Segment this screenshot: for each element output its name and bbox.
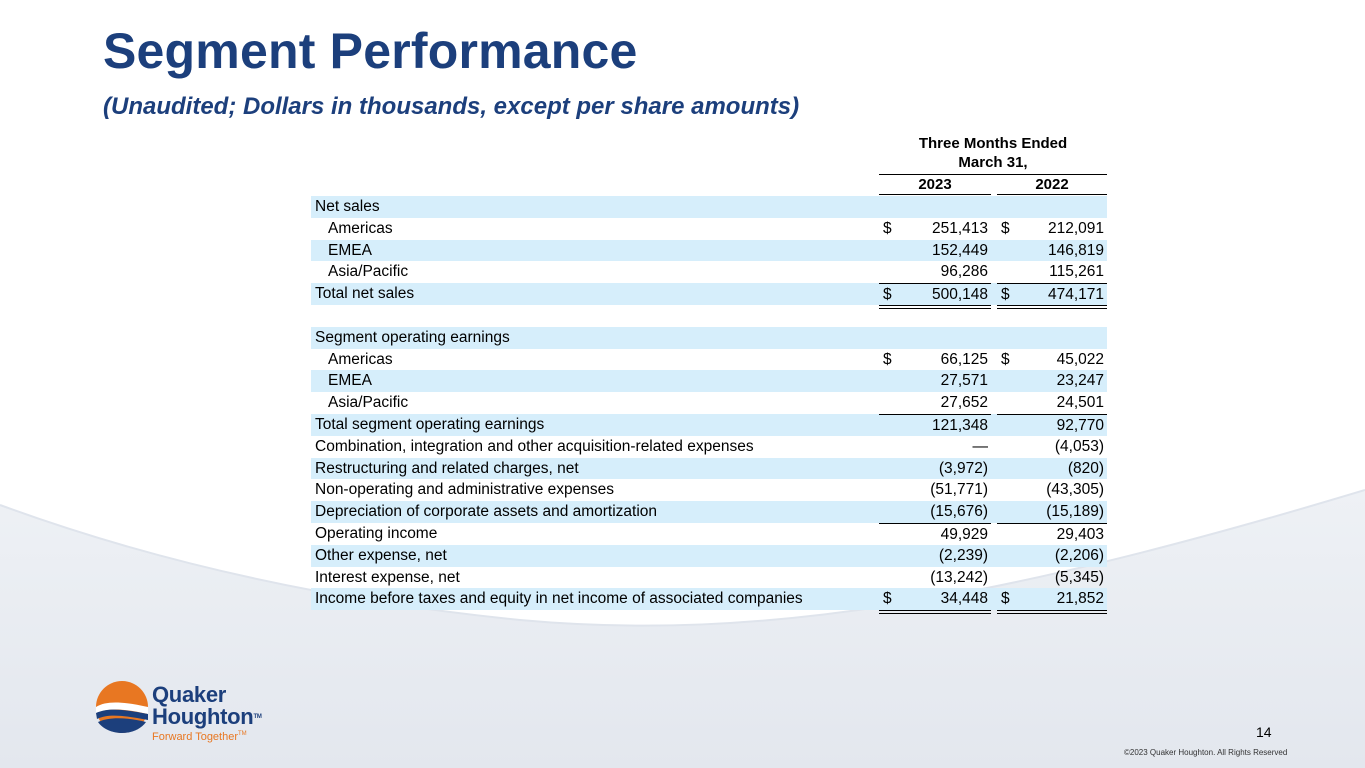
dollar-sign: $ xyxy=(1001,590,1010,608)
value-2022 xyxy=(997,588,1107,610)
row-label: Income before taxes and equity in net income of associated companies xyxy=(315,590,803,608)
value-2022 xyxy=(997,436,1107,458)
cell-value: 45,022 xyxy=(1056,350,1104,368)
cell-value: (13,242) xyxy=(930,568,988,586)
dollar-sign: $ xyxy=(883,286,892,304)
value-2022 xyxy=(997,327,1107,349)
row-label: Restructuring and related charges, net xyxy=(315,459,579,477)
value-2023 xyxy=(879,240,991,262)
value-2022 xyxy=(997,283,1107,305)
row-label: Depreciation of corporate assets and amortization xyxy=(315,503,658,521)
row-label: EMEA xyxy=(328,372,372,390)
value-2023 xyxy=(879,523,991,545)
table-row xyxy=(311,196,1107,218)
table-row xyxy=(311,567,1107,589)
value-2023 xyxy=(879,588,991,610)
cell-value: — xyxy=(972,437,988,455)
cell-value: (3,972) xyxy=(938,459,988,477)
cell-value: 152,449 xyxy=(931,241,988,259)
cell-value: (43,305) xyxy=(1046,481,1104,499)
cell-value: (5,345) xyxy=(1054,568,1104,586)
cell-value: 121,348 xyxy=(931,416,988,434)
trademark-symbol: TM xyxy=(253,714,262,720)
cell-value: (820) xyxy=(1067,459,1104,477)
value-2023 xyxy=(879,545,991,567)
cell-value: 500,148 xyxy=(931,286,988,304)
row-label: Total net sales xyxy=(315,285,415,303)
cell-value: 27,652 xyxy=(940,394,988,412)
value-2022 xyxy=(997,218,1107,240)
value-2023 xyxy=(879,283,991,305)
row-label: Asia/Pacific xyxy=(328,263,409,281)
logo-wordmark-line1: Quaker xyxy=(152,682,227,707)
value-2023 xyxy=(879,349,991,371)
cell-value: (51,771) xyxy=(930,481,988,499)
value-2023 xyxy=(879,327,991,349)
row-label: Americas xyxy=(328,350,393,368)
dollar-sign: $ xyxy=(1001,350,1010,368)
cell-value: 474,171 xyxy=(1047,286,1104,304)
year-rule-2022 xyxy=(997,194,1107,195)
cell-value: (2,206) xyxy=(1054,546,1104,564)
value-2023 xyxy=(879,370,991,392)
value-2023 xyxy=(879,414,991,436)
cell-value: 23,247 xyxy=(1056,372,1104,390)
table-row xyxy=(311,218,1107,240)
table-row xyxy=(311,523,1107,545)
table-row xyxy=(311,436,1107,458)
dollar-sign: $ xyxy=(883,219,892,237)
cell-value: 24,501 xyxy=(1056,394,1104,412)
page-subtitle: (Unaudited; Dollars in thousands, except per share amounts) xyxy=(103,93,800,120)
cell-value: 49,929 xyxy=(940,525,988,543)
value-2022 xyxy=(997,261,1107,283)
period-header-line2: March 31, xyxy=(958,154,1028,171)
value-2022 xyxy=(997,196,1107,218)
cell-value: (2,239) xyxy=(938,546,988,564)
dollar-sign: $ xyxy=(1001,286,1010,304)
row-label: EMEA xyxy=(328,241,372,259)
row-label: Segment operating earnings xyxy=(315,328,510,346)
value-2023 xyxy=(879,261,991,283)
value-2022 xyxy=(997,240,1107,262)
copyright-notice: ©2023 Quaker Houghton. All Rights Reserved xyxy=(1124,748,1288,757)
row-label: Non-operating and administrative expenses xyxy=(315,481,614,499)
year-header-2023: 2023 xyxy=(918,176,952,193)
value-2023 xyxy=(879,567,991,589)
table-row xyxy=(311,349,1107,371)
row-label: Other expense, net xyxy=(315,546,447,564)
cell-value: 251,413 xyxy=(931,219,988,237)
period-header-rule xyxy=(879,174,1107,175)
year-header-2022: 2022 xyxy=(1035,176,1069,193)
row-label: Interest expense, net xyxy=(315,568,460,586)
value-2022 xyxy=(997,349,1107,371)
table-row xyxy=(311,305,1107,327)
cell-value: (15,189) xyxy=(1046,503,1104,521)
cell-value: 27,571 xyxy=(940,372,988,390)
value-2022 xyxy=(997,414,1107,436)
table-row xyxy=(311,283,1107,305)
logo-tagline xyxy=(152,731,247,743)
tagline-trademark-symbol: TM xyxy=(238,731,247,737)
logo-tagline-text: Forward Together xyxy=(152,731,239,743)
table-row xyxy=(311,588,1107,610)
row-label: Total segment operating earnings xyxy=(315,415,545,433)
cell-value: 92,770 xyxy=(1056,416,1104,434)
row-label: Asia/Pacific xyxy=(328,394,409,412)
table-row xyxy=(311,261,1107,283)
table-row xyxy=(311,458,1107,480)
dollar-sign: $ xyxy=(883,350,892,368)
value-2023 xyxy=(879,196,991,218)
value-2023 xyxy=(879,501,991,523)
year-rule-2023 xyxy=(879,194,991,195)
page-title: Segment Performance xyxy=(103,23,638,79)
row-label: Combination, integration and other acquisition-related expenses xyxy=(315,437,754,455)
value-2023 xyxy=(879,218,991,240)
table-row xyxy=(311,501,1107,523)
row-label: Operating income xyxy=(315,524,438,542)
value-2023 xyxy=(879,479,991,501)
dollar-sign: $ xyxy=(1001,219,1010,237)
table-row xyxy=(311,370,1107,392)
cell-value: 21,852 xyxy=(1056,590,1104,608)
value-2022 xyxy=(997,545,1107,567)
value-2022 xyxy=(997,501,1107,523)
logo-wordmark-line2 xyxy=(152,706,262,728)
table-row xyxy=(311,479,1107,501)
value-2022 xyxy=(997,479,1107,501)
table-row xyxy=(311,414,1107,436)
value-2022 xyxy=(997,567,1107,589)
cell-value: 29,403 xyxy=(1056,525,1104,543)
table-row xyxy=(311,545,1107,567)
value-2023 xyxy=(879,458,991,480)
cell-value: 34,448 xyxy=(940,590,988,608)
value-2022 xyxy=(997,392,1107,414)
table-body xyxy=(311,196,1107,610)
value-2023 xyxy=(879,436,991,458)
value-2022 xyxy=(997,523,1107,545)
cell-value: (15,676) xyxy=(930,503,988,521)
period-header xyxy=(879,134,1107,172)
table-row xyxy=(311,392,1107,414)
cell-value: 96,286 xyxy=(940,263,988,281)
cell-value: (4,053) xyxy=(1054,437,1104,455)
cell-value: 115,261 xyxy=(1049,263,1104,281)
cell-value: 212,091 xyxy=(1047,219,1104,237)
value-2022 xyxy=(997,370,1107,392)
row-label: Americas xyxy=(328,219,393,237)
value-2022 xyxy=(997,458,1107,480)
table-row xyxy=(311,240,1107,262)
cell-value: 146,819 xyxy=(1047,241,1104,259)
row-label: Net sales xyxy=(315,198,380,215)
dollar-sign: $ xyxy=(883,590,892,608)
cell-value: 66,125 xyxy=(940,350,988,368)
table-row xyxy=(311,327,1107,349)
period-header-line1: Three Months Ended xyxy=(918,135,1068,152)
page-number: 14 xyxy=(1256,724,1272,740)
logo-wordmark-line2-text: Houghton xyxy=(152,704,254,729)
value-2023 xyxy=(879,392,991,414)
